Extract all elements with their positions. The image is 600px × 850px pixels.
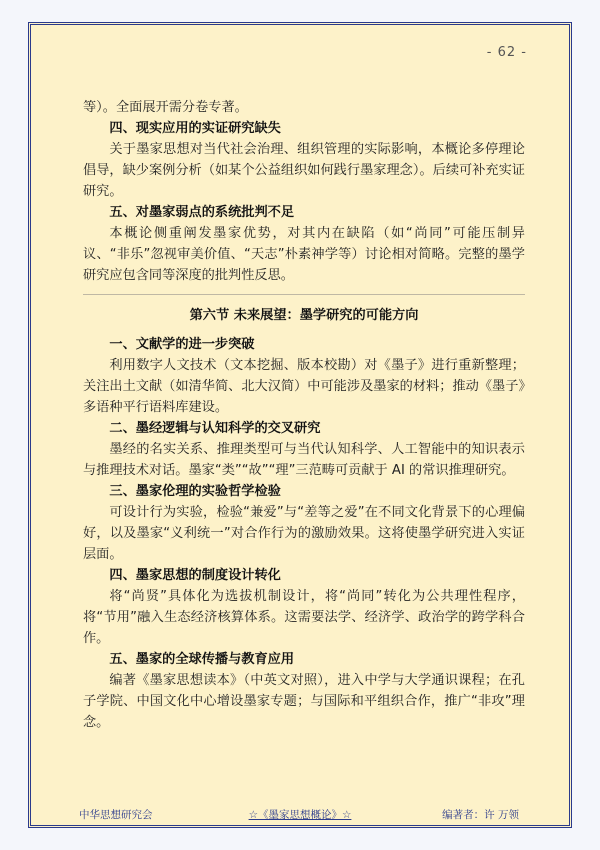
- section-six-body: [83, 334, 525, 733]
- subsection-heading: 二、墨经逻辑与认知科学的交叉研究: [109, 421, 321, 436]
- page: [28, 22, 572, 828]
- subsection-heading: 四、墨家思想的制度设计转化: [109, 568, 281, 583]
- footer-publisher: 中华思想研究会: [79, 809, 153, 821]
- paragraph: 本概论侧重阐发墨家优势，对其内在缺陷（如“尚同”可能压制异议、“非乐”忽视审美价值、“天志”朴素神学等）讨论相对简略。完整的墨学研究应包含同等深度的批判性反思。: [83, 226, 525, 283]
- subsection-heading: 五、对墨家弱点的系统批判不足: [109, 205, 295, 220]
- footer-book-title: ☆《墨家思想概论》☆: [248, 809, 352, 821]
- footer-author: 编著者：许 万领: [442, 809, 519, 821]
- subsection-heading: 五、墨家的全球传播与教育应用: [109, 652, 295, 667]
- section-five-body: [83, 97, 525, 286]
- paragraph: 利用数字人文技术（文本挖掘、版本校勘）对《墨子》进行重新整理；关注出土文献（如清华简、北大汉简）中可能涉及墨家的材料；推动《墨子》多语种平行语料库建设。: [83, 358, 525, 415]
- subsection-heading: 三、墨家伦理的实验哲学检验: [109, 484, 281, 499]
- paragraph: 墨经的名实关系、推理类型可与当代认知科学、人工智能中的知识表示与推理技术对话。墨家“类”“故”“理”三范畴可贡献于 AI 的常识推理研究。: [83, 442, 525, 478]
- paragraph: 可设计行为实验，检验“兼爱”与“差等之爱”在不同文化背景下的心理偏好，以及墨家“义利统一”对合作行为的激励效果。这将使墨学研究进入实证层面。: [83, 505, 525, 562]
- page-number: - 62 -: [486, 45, 527, 60]
- paragraph: 等）。全面展开需分卷专著。: [83, 100, 248, 115]
- section-title: 第六节 未来展望：墨学研究的可能方向: [189, 308, 419, 323]
- paragraph: 关于墨家思想对当代社会治理、组织管理的实际影响，本概论多停理论倡导，缺少案例分析（如某个公益组织如何践行墨家理念）。后续可补充实证研究。: [83, 142, 525, 199]
- subsection-heading: 一、文献学的进一步突破: [109, 337, 255, 352]
- subsection-heading: 四、现实应用的实证研究缺失: [109, 121, 281, 136]
- page-content: [83, 97, 525, 733]
- paragraph: 将“尚贤”具体化为选拔机制设计，将“尚同”转化为公共理性程序，将“节用”融入生态经济核算体系。这需要法学、经济学、政治学的跨学科合作。: [83, 589, 525, 646]
- paragraph: 编著《墨家思想读本》（中英文对照），进入中学与大学通识课程；在孔子学院、中国文化中心增设墨家专题；与国际和平组织合作，推广“非攻”理念。: [83, 673, 525, 730]
- section-divider: [83, 294, 525, 295]
